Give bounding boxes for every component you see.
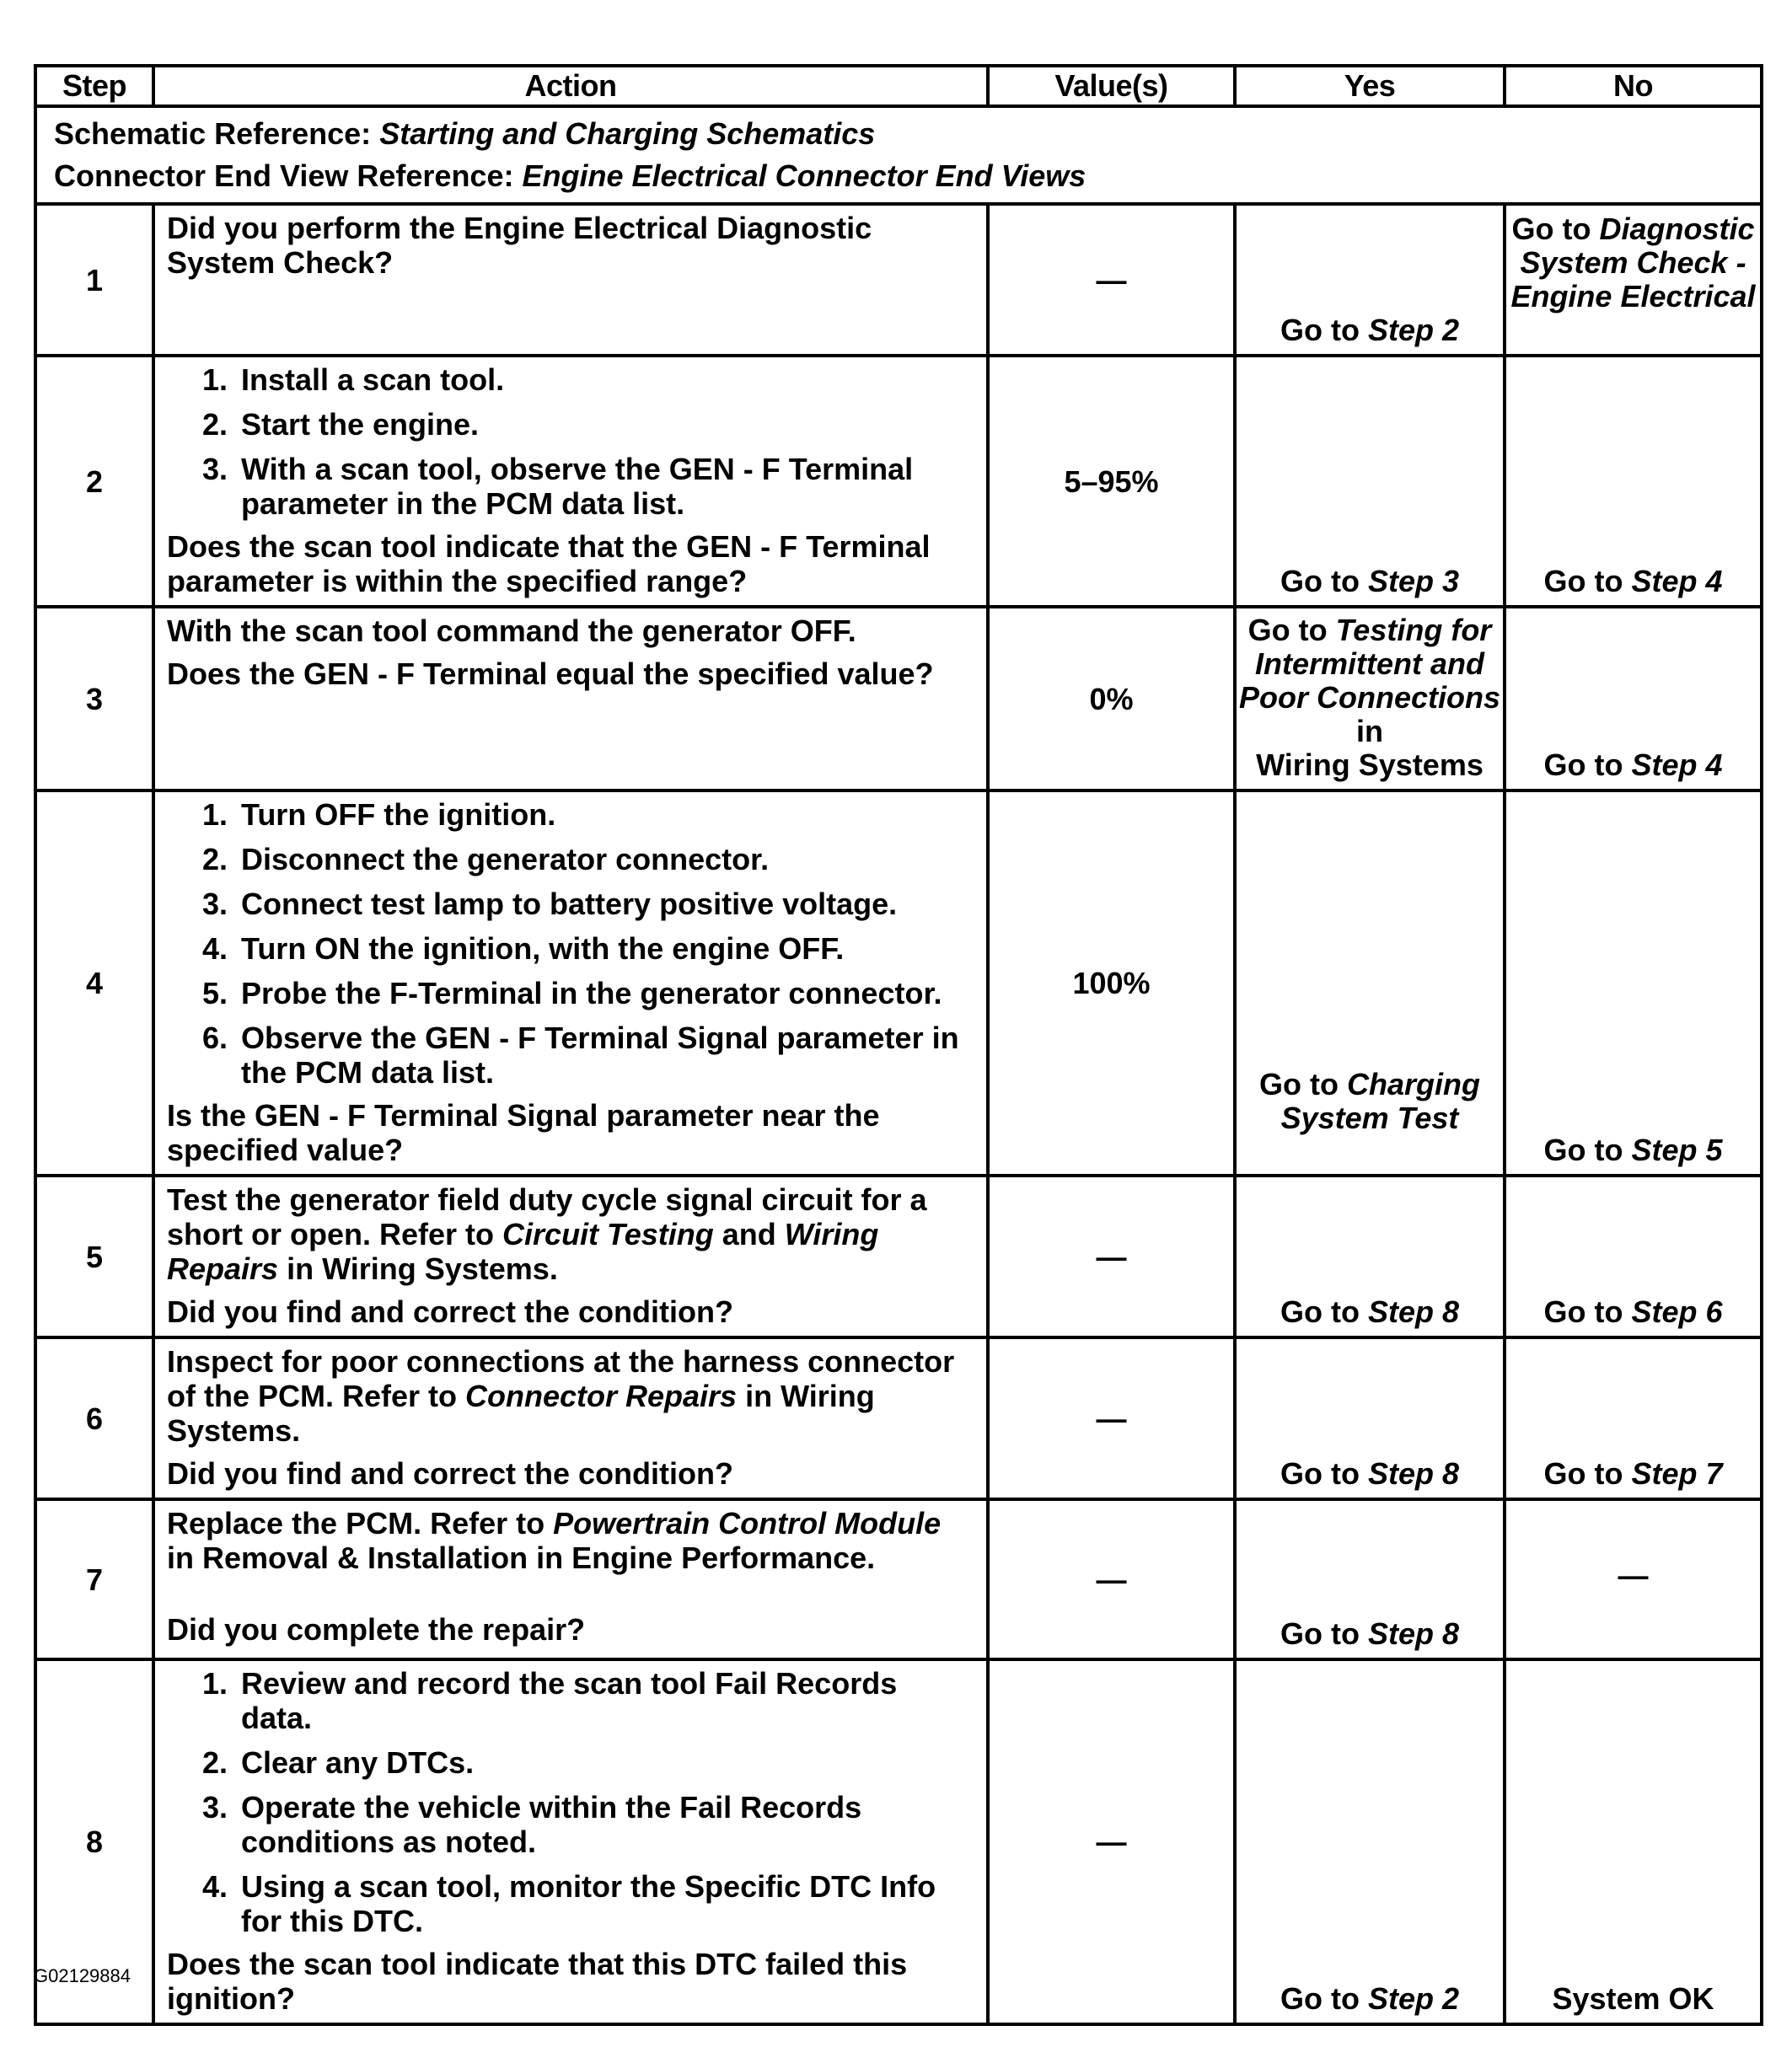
- table-row: [35, 1499, 1762, 1659]
- step-number: 3: [35, 607, 153, 790]
- action-cell: [153, 1499, 988, 1659]
- action-question: Did you complete the repair?: [167, 1612, 586, 1647]
- yes-link[interactable]: Step 3: [1367, 564, 1460, 598]
- action-question: Does the scan tool indicate that this DTC failed this ignition?: [167, 1947, 908, 2016]
- action-list-item: 1. Review and record the scan tool Fail Records data.: [236, 1666, 974, 1735]
- action-list: [167, 1666, 974, 1938]
- reference-link[interactable]: Wiring Repairs: [167, 1217, 879, 1286]
- yes-cell: Go to Step 8: [1235, 1499, 1505, 1659]
- value-cell: —: [988, 204, 1235, 356]
- step-number: 2: [35, 356, 153, 607]
- value-cell: —: [988, 1659, 1235, 2024]
- yes-cell: Go to Step 8: [1235, 1337, 1505, 1499]
- no-cell: Go to Step 4: [1505, 607, 1762, 790]
- table-row: [35, 1659, 1762, 2024]
- value-cell: 5–95%: [988, 356, 1235, 607]
- action-list: [167, 797, 974, 1090]
- action-cell: [153, 790, 988, 1176]
- action-list-item: 2. Clear any DTCs.: [236, 1745, 974, 1780]
- no-link[interactable]: Step 7: [1631, 1456, 1723, 1491]
- action-list-item: 6. Observe the GEN - F Terminal Signal parameter in the PCM data list.: [236, 1021, 974, 1090]
- diagnostic-table: [34, 64, 1763, 2026]
- schematic-reference-value: Starting and Charging Schematics: [379, 116, 876, 151]
- no-link[interactable]: Step 4: [1631, 748, 1723, 782]
- action-list-item: 3. Connect test lamp to battery positive voltage.: [236, 887, 974, 921]
- action-cell: [153, 607, 988, 790]
- header-yes: Yes: [1235, 66, 1505, 106]
- no-link[interactable]: Step 5: [1631, 1133, 1723, 1167]
- action-list-item: 4. Turn ON the ignition, with the engine OFF.: [236, 931, 974, 966]
- no-cell: Go to Step 6: [1505, 1176, 1762, 1337]
- action-list-item: 2. Disconnect the generator connector.: [236, 842, 974, 876]
- action-text: Test the generator field duty cycle signal circuit for a short or open. Refer to Circuit Testing and Wiring Repairs in Wiring Systems.: [167, 1182, 927, 1286]
- step-number: 1: [35, 204, 153, 356]
- header-step: Step: [35, 66, 153, 106]
- schematic-reference: [54, 113, 1743, 155]
- action-question: Does the GEN - F Terminal equal the specified value?: [167, 656, 934, 691]
- header-action: Action: [153, 66, 988, 106]
- step-number: 4: [35, 790, 153, 1176]
- yes-link[interactable]: Step 2: [1367, 313, 1460, 347]
- action-list-item: 1. Turn OFF the ignition.: [236, 797, 974, 832]
- no-cell: Go to Diagnostic System Check - Engine Electrical: [1505, 204, 1762, 356]
- table-row: [35, 1176, 1762, 1337]
- diagnostic-table-container: [34, 64, 1760, 2026]
- step-number: 5: [35, 1176, 153, 1337]
- reference-link[interactable]: Powertrain Control Module: [553, 1506, 942, 1541]
- no-cell: Go to Step 7: [1505, 1337, 1762, 1499]
- header-values: Value(s): [988, 66, 1235, 106]
- action-list-item: 3. Operate the vehicle within the Fail Records conditions as noted.: [236, 1790, 974, 1859]
- yes-cell: Go to Step 3: [1235, 356, 1505, 607]
- action-cell: [153, 1337, 988, 1499]
- no-cell: System OK: [1505, 1659, 1762, 2024]
- no-link[interactable]: Step 4: [1631, 564, 1723, 598]
- action-cell: [153, 204, 988, 356]
- yes-cell: Go to Step 2: [1235, 1659, 1505, 2024]
- action-list-item: 4. Using a scan tool, monitor the Specific DTC Info for this DTC.: [236, 1869, 974, 1938]
- action-text: Inspect for poor connections at the harness connector of the PCM. Refer to Connector Repairs in Wiring Systems.: [167, 1344, 955, 1448]
- reference-cell: [35, 106, 1762, 204]
- yes-link[interactable]: Step 8: [1367, 1616, 1460, 1651]
- action-question: Did you find and correct the condition?: [167, 1456, 733, 1491]
- value-cell: —: [988, 1337, 1235, 1499]
- reference-link[interactable]: Connector Repairs: [465, 1379, 738, 1413]
- action-question: Does the scan tool indicate that the GEN - F Terminal parameter is within the specified range?: [167, 529, 931, 598]
- step-number: 8: [35, 1659, 153, 2024]
- yes-link[interactable]: Step 2: [1367, 1981, 1460, 2016]
- schematic-reference-label: Schematic Reference:: [54, 116, 372, 151]
- yes-link[interactable]: Step 8: [1367, 1456, 1460, 1491]
- no-link[interactable]: Diagnostic System Check - Engine Electrical: [1510, 212, 1756, 313]
- action-cell: [153, 356, 988, 607]
- yes-cell: Go to Charging System Test: [1235, 790, 1505, 1176]
- yes-cell: Go to Step 2: [1235, 204, 1505, 356]
- yes-link[interactable]: Step 8: [1367, 1294, 1460, 1329]
- yes-link[interactable]: Testing for Intermittent and Poor Connections: [1238, 613, 1500, 715]
- header-row: [35, 66, 1762, 106]
- connector-reference-label: Connector End View Reference:: [54, 158, 514, 193]
- value-cell: 0%: [988, 607, 1235, 790]
- yes-link[interactable]: Charging System Test: [1280, 1067, 1480, 1135]
- action-list: [167, 362, 974, 521]
- table-row: [35, 356, 1762, 607]
- connector-reference-value: Engine Electrical Connector End Views: [522, 158, 1086, 193]
- action-text: Did you perform the Engine Electrical Diagnostic System Check?: [167, 211, 872, 280]
- no-cell: Go to Step 4: [1505, 356, 1762, 607]
- action-cell: [153, 1176, 988, 1337]
- value-cell: 100%: [988, 790, 1235, 1176]
- connector-reference: [54, 155, 1743, 197]
- yes-cell: Go to Step 8: [1235, 1176, 1505, 1337]
- step-number: 7: [35, 1499, 153, 1659]
- action-question: Is the GEN - F Terminal Signal parameter near the specified value?: [167, 1098, 880, 1167]
- header-no: No: [1505, 66, 1762, 106]
- no-cell: Go to Step 5: [1505, 790, 1762, 1176]
- action-text: With the scan tool command the generator OFF.: [167, 614, 856, 648]
- no-link[interactable]: Step 6: [1631, 1294, 1723, 1329]
- reference-row: [35, 106, 1762, 204]
- step-number: 6: [35, 1337, 153, 1499]
- action-list-item: 3. With a scan tool, observe the GEN - F Terminal parameter in the PCM data list.: [236, 452, 974, 521]
- value-cell: —: [988, 1176, 1235, 1337]
- no-cell: —: [1505, 1499, 1762, 1659]
- table-row: [35, 1337, 1762, 1499]
- action-text: Replace the PCM. Refer to Powertrain Control Module in Removal & Installation in Engine Performance.: [167, 1506, 942, 1575]
- action-list-item: 2. Start the engine.: [236, 407, 974, 442]
- table-row: [35, 204, 1762, 356]
- yes-cell: Go to Testing for Intermittent and Poor Connections in Wiring Systems: [1235, 607, 1505, 790]
- action-list-item: 5. Probe the F-Terminal in the generator connector.: [236, 976, 974, 1010]
- table-row: [35, 790, 1762, 1176]
- figure-code: G02129884: [34, 1965, 131, 1986]
- value-cell: —: [988, 1499, 1235, 1659]
- action-list-item: 1. Install a scan tool.: [236, 362, 974, 397]
- table-row: [35, 607, 1762, 790]
- reference-link[interactable]: Circuit Testing: [502, 1217, 714, 1251]
- action-question: Did you find and correct the condition?: [167, 1294, 733, 1329]
- action-cell: [153, 1659, 988, 2024]
